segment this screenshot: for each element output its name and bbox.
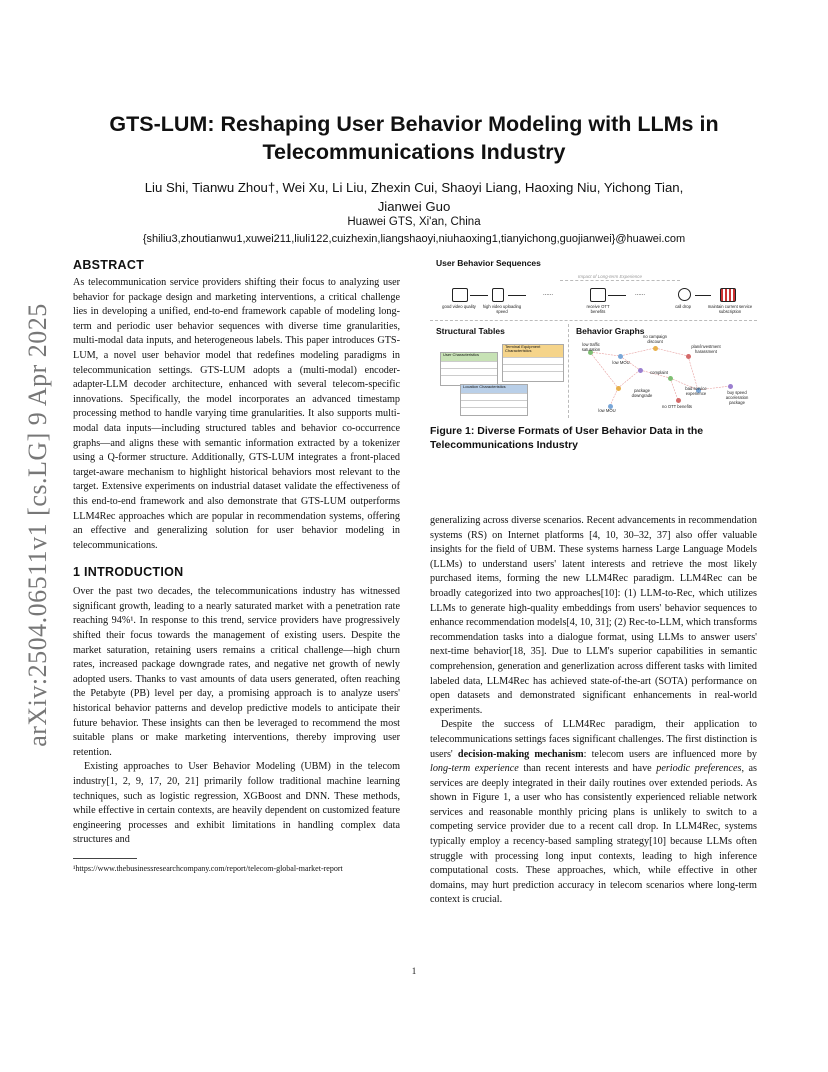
user-table-header: User Characteristics	[441, 353, 497, 361]
p2-text-a: Despite the success of LLM4Rec paradigm, their application to telecommunications settings faces significant challenges. The first distinction is users'	[430, 719, 757, 760]
terminal-table-header: Terminal Equipment Characteristics	[503, 345, 563, 357]
figure-caption: Figure 1: Diverse Formats of User Behavior Data in the Telecommunications Industry	[430, 425, 704, 451]
right-column	[430, 258, 757, 908]
sequence-ellipsis-1: ......	[542, 291, 553, 297]
benefit-icon	[590, 288, 606, 302]
location-table-header: Location Characteristics	[461, 385, 527, 393]
fig-label-tables: Structural Tables	[436, 326, 505, 336]
title-line-2: Telecommunications Industry	[262, 140, 566, 164]
sequence-arrow	[508, 295, 526, 296]
graph-node	[686, 354, 691, 359]
affiliation: Huawei GTS, Xi'an, China	[347, 216, 481, 228]
call-drop-icon	[678, 288, 691, 301]
impact-dashed-line	[560, 280, 680, 281]
intro-paragraph-2: Existing approaches to User Behavior Modeling (UBM) in the telecom industry[1, 2, 9, 17, 20, 21] primarily follow traditional machine learning techniques, such as logistic regression, XGBoost and DNN. These methods, while effective in certain contexts, are heavily dependent on customized feature engineering processes and exhibit limitations in handling complex data structures and	[73, 761, 400, 846]
table-row	[461, 400, 527, 407]
location-characteristics-table	[460, 384, 528, 416]
author-list	[60, 178, 768, 216]
abstract-heading: ABSTRACT	[73, 258, 145, 272]
graph-label: no OTT benefits	[662, 404, 692, 409]
seq-item-4: call drop	[675, 304, 691, 309]
graph-label: low MOU	[612, 360, 630, 365]
authors-line-2: Jianwei Guo	[377, 199, 451, 214]
graph-node	[638, 368, 643, 373]
table-row	[461, 407, 527, 414]
graph-label: plan/investment harassment	[691, 344, 721, 354]
table-row	[461, 393, 527, 400]
graph-node	[676, 398, 681, 403]
page-number: 1	[411, 966, 417, 976]
sequence-arrow	[470, 295, 488, 296]
p2-italic-periodic: periodic preferences	[656, 763, 742, 775]
right-paragraph-2	[430, 718, 757, 908]
intro-heading: 1 INTRODUCTION	[73, 565, 184, 580]
left-column	[73, 258, 400, 874]
p2-text-e: than recent interests and have	[518, 763, 657, 775]
fig-label-graphs: Behavior Graphs	[576, 326, 645, 336]
terminal-characteristics-table	[502, 344, 564, 382]
graph-node	[668, 376, 673, 381]
p2-bold-decision: decision-making mechanism	[457, 748, 584, 760]
author-emails: {shiliu3,zhoutianwu1,xuwei211,liuli122,cuizhexin,liangshaoyi,niuhaoxing1,tianyichong,guojianwei}@huawei.com	[142, 233, 686, 245]
arxiv-sidebar-stamp	[18, 290, 58, 760]
sequence-arrow	[695, 295, 711, 296]
sequence-ellipsis-2: ......	[634, 291, 645, 297]
table-row	[503, 371, 563, 378]
seq-item-5: maintain current service subscription	[707, 304, 753, 314]
seq-item-2: high video uploading speed	[482, 304, 522, 314]
seq-item-3: receive OTT benefits	[586, 304, 610, 314]
graph-label: bad service experience	[685, 386, 707, 396]
figure-divider	[430, 320, 757, 321]
authors-line-1: Liu Shi, Tianwu Zhou†, Wei Xu, Li Liu, Zhexin Cui, Shaoyi Liang, Haoxing Niu, Yichong Tian,	[144, 180, 684, 195]
sequence-arrow	[608, 295, 626, 296]
seq-item-1: good video quality	[442, 304, 476, 309]
bar-chart-icon	[720, 288, 736, 302]
p2-italic-long-term: long-term experience	[430, 763, 519, 775]
graph-label: low MOU	[598, 408, 616, 413]
graph-label: complaint	[650, 370, 668, 375]
graph-node	[653, 346, 658, 351]
table-row	[441, 368, 497, 375]
abstract-text: As telecommunication service providers shifting their focus to analyzing user behavior for package design and marketing interventions, a critical challenge lies in developing a unified, end-to-end framework capable of modeling long-term and periodic user behavior sequences with diverse time granularities, multi-modal data inputs, and heterogeneous labels. This paper introduces GTS-LUM, a novel user behavior model that redefines modeling paradigms in telecommunication settings. GTS-LUM adopts a (multi-modal) encoder-adapter-LLM decoder architecture, enhanced with several telecom-specific innovations. Specifically, the model incorporates an advanced timestamp processing method to handle varying time granularities. It also supports multi-modal data inputs—including structured tables and behavior co-occurrence graphs—and aligns these with semantic information extracted by a tokenizer using a Q-former structure. Additionally, GTS-LUM integrates a front-placed target-aware mechanism to highlight historical behaviors most relevant to the target. Extensive experiments on industrial dataset validate the effectiveness of this end-to-end framework and also demonstrate that GTS-LUM outperforms LLM4Rec approaches which are popular in recommendation systems, offering an effective and generalizing solution for user behavior modeling in telecommunications.	[73, 277, 400, 551]
video-icon	[452, 288, 468, 302]
graph-node	[728, 384, 733, 389]
paper-title	[60, 110, 768, 166]
table-row	[503, 364, 563, 371]
user-characteristics-table	[440, 352, 498, 386]
footnote-divider	[73, 858, 137, 859]
table-row	[503, 357, 563, 364]
graph-label: buy speed acceleration package	[725, 390, 749, 405]
table-row	[441, 375, 497, 382]
footnote: ¹https://www.thebusinessresearchcompany.com/report/telecom-global-market-report	[73, 863, 343, 873]
graph-label: no campaign discount	[643, 334, 667, 344]
arxiv-id-text: arXiv:2504.06511v1 [cs.LG] 9 Apr 2025	[23, 303, 52, 747]
right-paragraph-1: generalizing across diverse scenarios. Recent advancements in recommendation systems (RS) on Internet platforms [4, 10, 30–32, 37] also offer valuable insights for the field of UBM. These systems harness Large Language Models (LLMs) to understand users' latent interests and retrieve the most likely purchased items, forming the new LLM4Rec paradigm. LLM4Rec can be broadly categorized into two approaches[10]: (1) LLM-to-Rec, which utilizes LLMs to generate high-quality embeddings from users' behavior sequences to enhance recommendation models[4, 10, 31]; (2) Rec-to-LLM, which transforms recommendation tasks into a dialogue format, using LLMs to answer users' next-time behavior[18, 35]. Due to LLM's superior capabilities in semantic comprehension, generation and generlization across different tasks with limited labeled data, LLM4Rec has achieved state-of-the-art (SOTA) performance on open datasets and demonstrated significant enhancements in real-world experiments.	[430, 515, 757, 716]
figure-vertical-divider	[568, 324, 569, 418]
fig-label-sequences: User Behavior Sequences	[436, 258, 541, 268]
fig-label-impact: Impact of Long-term Experience	[577, 274, 643, 279]
graph-label: package downgrade	[631, 388, 653, 398]
title-line-1: GTS-LUM: Reshaping User Behavior Modeling with LLMs in	[109, 112, 719, 136]
table-row	[441, 361, 497, 368]
p2-text-g: , as services are deeply integrated in their daily routines over extended periods. As shown in Figure 1, a user who has consistently experienced reliable network services and reasonable monthly pricing plans is unlikely to switch to a competing service provider due to a recent call drop. In LLM4Rec, systems typically employ a recency-based sampling strategy[10] because LLMs often struggle with processing long input contexts, leading to high inference computational costs. These approaches, which, while effective in other domains, may hurt prediction accuracy in telecom scenarios where long-term context is crucial.	[430, 763, 758, 906]
graph-node	[616, 386, 621, 391]
p2-text-c: : telecom users are influenced more by	[583, 748, 758, 760]
phone-upload-icon	[492, 288, 504, 302]
figure-1	[430, 258, 757, 420]
graph-node	[618, 354, 623, 359]
graph-label: low traffic saturation	[581, 342, 601, 352]
intro-paragraph-1: Over the past two decades, the telecommunications industry has witnessed significant growth, leading to a nearly saturated market with a penetration rate reaching 94%¹. In response to this trend, service providers have progressively shifted their focus towards the management of existing users. Despite the market saturation, retaining users remains a critical challenge—high churn rates, increased package downgrade rates, and negative net growth of newly adopted users. Thanks to vast amounts of data users generated, often reaching the Petabyte (PB) level per day, a promising approach is to analyze users' historical behavior patterns and develop predictive models to anticipate their future behavior. These insights can then be leveraged to recommend the most suitable plans or make marketing interventions, thereby improving user retention.	[73, 586, 400, 758]
